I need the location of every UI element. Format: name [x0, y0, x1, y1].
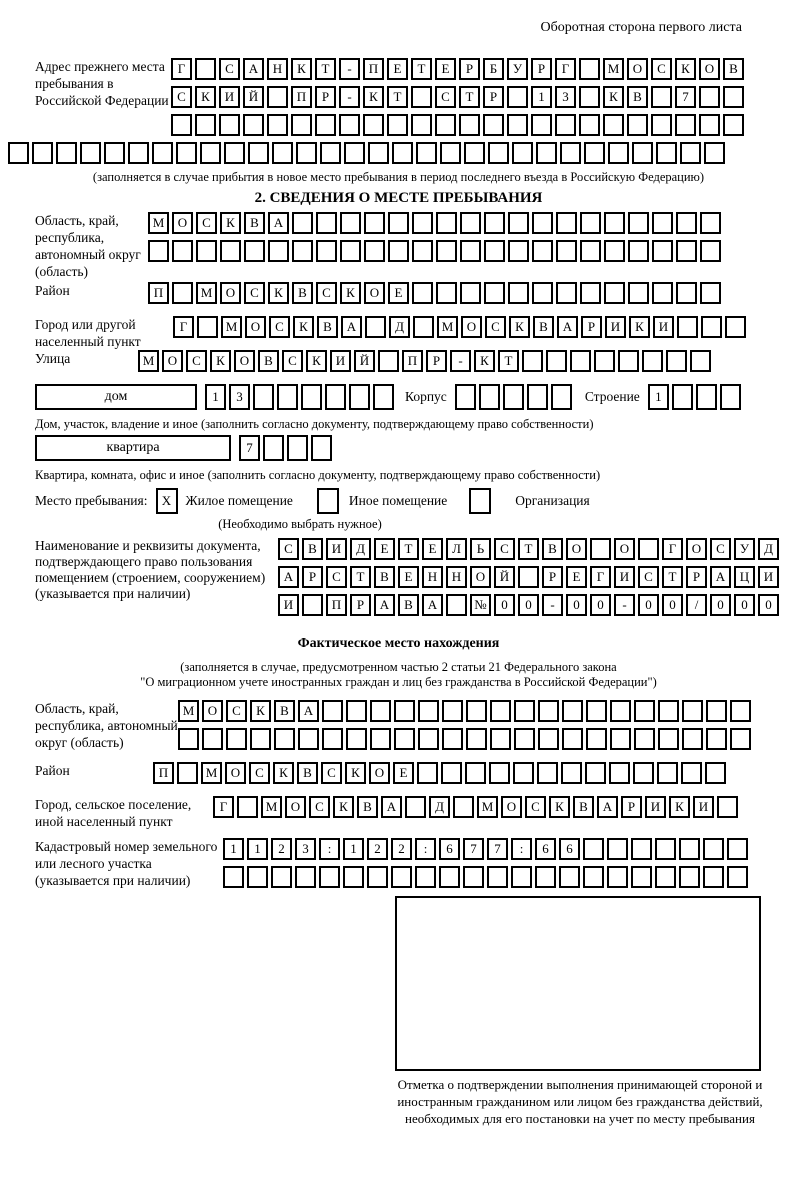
- city-row: Г М О С К В А Д М О С К В А Р И К И: [173, 316, 749, 338]
- prev-address-row-3: [171, 114, 747, 136]
- oblast-label: Область, край, республика, автономный округ (область): [35, 213, 141, 279]
- stamp-note: Отметка о подтверждении выполнения принимающей стороной и иностранным гражданином или лицом без гражданства действий, необходимых для его постановки на учет по месту пребывания: [397, 1077, 763, 1126]
- field-city-2: [35, 796, 762, 830]
- actual-location-note-2: "О миграционном учете иностранных граждан и лиц без гражданства в Российской Федерации"): [140, 675, 657, 689]
- prev-address-row-4: [8, 142, 762, 164]
- prev-address-label: Адрес прежнего места пребывания в Российской Федерации: [35, 59, 169, 108]
- cadastral-label: Кадастровый номер земельного или лесного участка (указывается при наличии): [35, 839, 218, 888]
- actual-location-note-1: (заполняется в случае, предусмотренном частью 2 статьи 21 Федерального закона: [180, 660, 617, 674]
- oblast-2-label: Область, край, республика, автономный округ (область): [35, 701, 178, 750]
- house-note: Дом, участок, владение и иное (заполнить согласно документу, подтверждающему право собственности): [35, 417, 594, 431]
- oblast-2-row-1: М О С К В А: [178, 700, 754, 722]
- house-label-box: дом: [35, 384, 197, 410]
- oblast-row-1: М О С К В А: [148, 212, 724, 234]
- field-oblast-2: [35, 700, 762, 756]
- rayon-2-row: П М О С К В С К О Е: [153, 762, 729, 784]
- stroenie-cells: 1: [648, 384, 744, 410]
- stay-type-note: (Необходимо выбрать нужное): [218, 517, 382, 531]
- oblast-row-2: [148, 240, 724, 262]
- field-prev-address: [35, 58, 762, 142]
- stay-type-label: Место пребывания:: [35, 493, 148, 508]
- org-label: Организация: [515, 493, 590, 508]
- prev-address-row-2: С К И Й П Р - К Т С Т Р 1 3 К В 7: [171, 86, 747, 108]
- stamp-box: [395, 896, 761, 1071]
- prev-address-note: (заполняется в случае прибытия в новое место пребывания в период последнего въезда в Российскую Федерацию): [92, 170, 705, 184]
- inoe-checkbox: [317, 488, 339, 514]
- prev-address-row-1: Г С А Н К Т - П Е Т Е Р Б У Р Г М О С К О В: [171, 58, 747, 80]
- rayon-row: П М О С К В С К О Е: [148, 282, 724, 304]
- field-rayon-2: [35, 762, 762, 790]
- rayon-2-label: Район: [35, 763, 70, 778]
- stroenie-label: Строение: [584, 389, 640, 404]
- city-2-label: Город, сельское поселение, иной населенный пункт: [35, 797, 192, 829]
- field-street: [35, 350, 762, 378]
- street-row: М О С К О В С К И Й П Р - К Т: [138, 350, 714, 372]
- actual-location-title: Фактическое место нахождения: [297, 636, 500, 651]
- apartment-label-box: квартира: [35, 435, 231, 461]
- field-cadastral: [35, 838, 762, 894]
- stay-type-row: [35, 488, 762, 514]
- field-rayon: [35, 282, 762, 310]
- field-doc: [35, 538, 774, 622]
- doc-label: Наименование и реквизиты документа, подтверждающего право пользования помещением (строением, сооружением) (указывается при наличии): [35, 538, 266, 601]
- zhiloe-label: Жилое помещение: [185, 493, 293, 508]
- doc-row-2: А Р С Т В Е Н Н О Й Р Е Г И С Т Р А Ц И: [278, 566, 782, 588]
- apartment-note: Квартира, комната, офис и иное (заполнить согласно документу, подтверждающему право собственности): [35, 468, 601, 482]
- zhiloe-checkbox: X: [156, 488, 178, 514]
- back-side-note: Оборотная сторона первого листа: [540, 20, 742, 35]
- korpus-cells: [455, 384, 575, 410]
- field-oblast: [35, 212, 762, 280]
- doc-row-1: С В И Д Е Т Е Л Ь С Т В О О Г О С У Д: [278, 538, 782, 560]
- korpus-label: Корпус: [405, 389, 447, 404]
- cadastral-row-2: [223, 866, 751, 888]
- house-row: [35, 384, 762, 416]
- city-2-row: Г М О С К В А Д М О С К В А Р И К И: [213, 796, 741, 818]
- cadastral-row-1: 1 1 2 3 : 1 2 2 : 6 7 7 : 6 6: [223, 838, 751, 860]
- apartment-cells: 7: [239, 435, 335, 461]
- field-city: [35, 316, 762, 350]
- street-label: Улица: [35, 351, 71, 366]
- inoe-label: Иное помещение: [348, 493, 448, 508]
- city-label: Город или другой населенный пункт: [35, 317, 141, 349]
- section2-title: 2. СВЕДЕНИЯ О МЕСТЕ ПРЕБЫВАНИЯ: [254, 190, 543, 206]
- oblast-2-row-2: [178, 728, 754, 750]
- house-number-cells: 1 3: [205, 384, 397, 410]
- rayon-label: Район: [35, 283, 70, 298]
- doc-row-3: И П Р А В А № 0 0 - 0 0 - 0 0 / 0 0 0: [278, 594, 782, 616]
- org-checkbox: [469, 488, 491, 514]
- apartment-row: [35, 435, 762, 467]
